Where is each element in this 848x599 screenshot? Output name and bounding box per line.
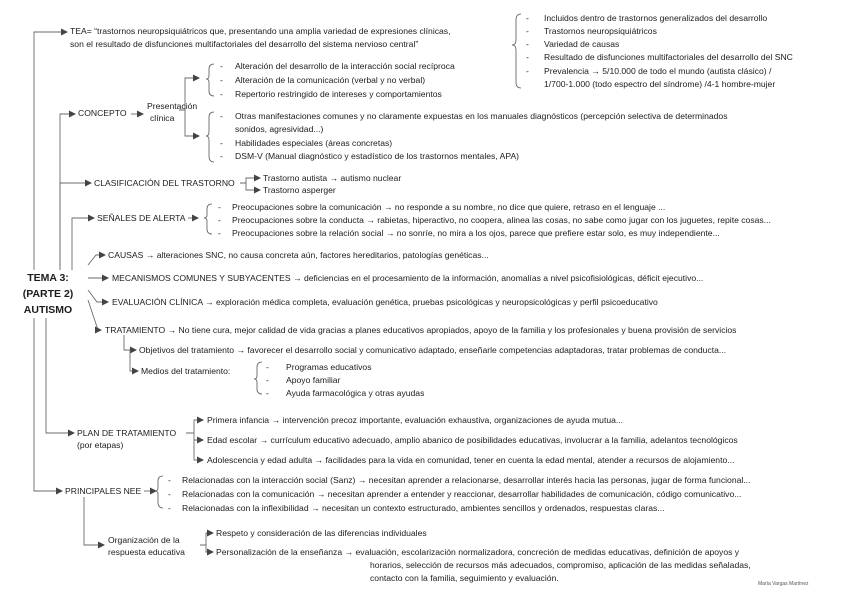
tea-definition-line-2: son el resultado de disfunciones multifactoriales del desarrollo del sistema nervioso central” <box>70 39 419 49</box>
clasificacion-item: Trastorno asperger <box>263 185 336 195</box>
nee-item: Relacionadas con la interacción social (Sanz) → necesitan aprender a relacionarse, desarrollar interés hacia las personas, jugar de forma funcional... <box>182 475 751 485</box>
arrow-org-2 <box>206 545 213 552</box>
brace-medios <box>254 362 262 394</box>
arrow-clasif-1 <box>240 178 260 183</box>
nee-item: Relacionadas con la inflexibilidad → necesitan un contexto estructurado, ambientes sencillos y ordenados, respuestas claras... <box>182 503 665 513</box>
arrow-nee <box>34 318 62 491</box>
medios-item: Programas educativos <box>286 362 372 372</box>
organizacion-item-cont: horarios, selección de recursos más adecuados, compromiso, aplicación de las medidas señaladas, <box>370 560 751 570</box>
arrow-medios <box>130 350 138 371</box>
arrow-plan <box>46 318 74 433</box>
tea-item: Variedad de causas <box>544 39 620 49</box>
tea-definition-line-1: TEA= “trastornos neuropsiquiátricos que, presentando una amplia variedad de expresiones clínicas, <box>70 26 451 36</box>
senales-item: Preocupaciones sobre la conducta → rabietas, hiperactivo, no coopera, alinea las cosas, no sabe como jugar con los juguetes, repite cosas... <box>232 215 771 225</box>
concepto-item: DSM-V (Manual diagnóstico y estadístico de los trastornos mentales, APA) <box>235 151 520 161</box>
arrow-concepto <box>60 114 75 270</box>
dash: - <box>526 52 529 62</box>
organizacion-item-cont: contacto con la familia, seguimiento y evaluación. <box>370 573 559 583</box>
organizacion-item: Respeto y consideración de las diferencias individuales <box>216 528 427 538</box>
root-line-3: AUTISMO <box>23 304 73 316</box>
dash: - <box>220 89 223 99</box>
arrow-clasificacion <box>60 183 91 270</box>
presentacion-label-2: clínica <box>150 113 175 123</box>
organizacion-label-1: Organización de la <box>108 535 180 545</box>
concepto-item: Repertorio restringido de intereses y comportamientos <box>235 89 442 99</box>
medios-item: Apoyo familiar <box>286 375 341 385</box>
dash: - <box>218 215 221 225</box>
evaluacion-text: EVALUACIÓN CLÍNICA → exploración médica completa, evaluación genética, pruebas psicológicas y neuropsicológicas y perfil psicoeducativo <box>112 297 658 307</box>
concepto-item: Alteración del desarrollo de la interacción social recíproca <box>235 61 455 71</box>
causas-text: CAUSAS → alteraciones SNC, no causa concreta aún, factores hereditarios, patologías genéticas... <box>108 250 489 260</box>
senales-label: SEÑALES DE ALERTA <box>97 213 186 223</box>
tratamiento-text: TRATAMIENTO → No tiene cura, mejor calidad de vida gracias a planes educativos apropiados, apoyo de la familia y los profesionales y buena provisión de servicios <box>105 325 737 335</box>
arrow-clasif-2 <box>246 183 260 190</box>
medios-item: Ayuda farmacológica y otras ayudas <box>286 388 425 398</box>
concepto-item-cont: sonidos, agresividad...) <box>235 124 324 134</box>
nee-item: Relacionadas con la comunicación → necesitan aprender a entender y reaccionar, desarrollar habilidades de comunicación, código comunicativo... <box>182 489 742 499</box>
dash: - <box>526 66 529 76</box>
arrow-tea <box>34 32 67 270</box>
tea-item: Resultado de disfunciones multifactoriales del desarrollo del SNC <box>544 52 793 62</box>
arrow-objetivos <box>124 335 136 350</box>
arrow-tratamiento <box>88 300 101 330</box>
concepto-item: Habilidades especiales (áreas concretas) <box>235 138 393 148</box>
clasificacion-label: CLASIFICACIÓN DEL TRASTORNO <box>94 178 235 188</box>
dash: - <box>266 375 269 385</box>
brace-group-a <box>206 64 214 96</box>
brace-senales <box>204 204 212 234</box>
root-line-1: TEMA 3: <box>27 272 69 284</box>
tea-item: Trastornos neuropsiquiátricos <box>544 26 657 36</box>
arrow-plan-2 <box>194 433 203 440</box>
mecanismos-text: MECANISMOS COMUNES Y SUBYACENTES → deficiencias en el procesamiento de la información, anomalías a nivel psicofisiológicas, déficit ejecutivo... <box>112 273 704 283</box>
dash: - <box>220 111 223 121</box>
concepto-item: Otras manifestaciones comunes y no claramente expuestas en los manuales diagnósticos (percepción selectiva de determinados <box>235 111 728 121</box>
plan-item: Adolescencia y edad adulta → facilidades para la vida en comunidad, tener en cuenta la edad mental, atender a recursos de alojamiento... <box>207 455 735 465</box>
clasificacion-item: Trastorno autista → autismo nuclear <box>263 173 402 183</box>
concepto-label: CONCEPTO <box>78 108 127 118</box>
tea-item-cont: 1/700-1.000 (todo espectro del síndrome) /4-1 hombre-mujer <box>544 79 776 89</box>
tea-item: Incluidos dentro de trastornos generalizados del desarrollo <box>544 13 768 23</box>
dash: - <box>526 13 529 23</box>
arrow-evaluacion <box>88 290 108 302</box>
objetivos-text: Objetivos del tratamiento → favorecer el desarrollo social y comunicativo adaptado, enseñarle competencias adaptadoras, tratar problemas de conducta... <box>139 345 727 355</box>
dash: - <box>168 475 171 485</box>
dash: - <box>218 228 221 238</box>
tea-item: Prevalencia → 5/10.000 de todo el mundo (autista clásico) / <box>544 66 772 76</box>
dash: - <box>220 151 223 161</box>
organizacion-item: Personalización de la enseñanza → evaluación, escolarización normalizadora, concreción de medidas educativas, definición de apoyos y <box>216 547 740 557</box>
plan-label-1: PLAN DE TRATAMIENTO <box>77 428 177 438</box>
plan-label-2: (por etapas) <box>77 440 124 450</box>
plan-item: Primera infancia → intervención precoz importante, evaluación exhaustiva, organizaciones de ayuda mutua... <box>207 415 624 425</box>
senales-item: Preocupaciones sobre la comunicación → no responde a su nombre, no dice que quiere, retraso en el lenguaje ... <box>232 202 666 212</box>
arrow-causas <box>88 255 105 265</box>
arrow-org <box>84 497 104 545</box>
plan-item: Edad escolar → currículum educativo adecuado, amplio abanico de posibilidades educativas, involucrar a la familia, adelantos tecnológicos <box>207 435 738 445</box>
organizacion-label-2: respuesta educativa <box>108 547 185 557</box>
dash: - <box>168 503 171 513</box>
author-signature: María Vargas Martínez <box>758 581 809 587</box>
dash: - <box>220 75 223 85</box>
presentacion-label-1: Presentación <box>147 101 198 111</box>
arrow-org-1 <box>200 533 213 545</box>
brace-group-b <box>206 112 214 162</box>
senales-item: Preocupaciones sobre la relación social → no sonríe, no mira a los ojos, parece que prefiere estar solo, es muy independiente... <box>232 228 720 238</box>
arrow-group-b <box>185 110 199 136</box>
concepto-item: Alteración de la comunicación (verbal y no verbal) <box>235 75 426 85</box>
dash: - <box>218 202 221 212</box>
dash: - <box>220 61 223 71</box>
dash: - <box>266 362 269 372</box>
dash: - <box>168 489 171 499</box>
root-line-2: (PARTE 2) <box>22 288 74 300</box>
brace-nee <box>155 476 163 508</box>
nee-label: PRINCIPALES NEE <box>65 486 142 496</box>
root-topic <box>12 270 84 318</box>
arrow-plan-1 <box>186 420 203 433</box>
medios-label: Medios del tratamiento: <box>141 366 231 376</box>
dash: - <box>526 26 529 36</box>
dash: - <box>526 39 529 49</box>
brace-tea <box>512 14 521 88</box>
arrow-plan-3 <box>194 440 203 460</box>
dash: - <box>220 138 223 148</box>
dash: - <box>266 388 269 398</box>
